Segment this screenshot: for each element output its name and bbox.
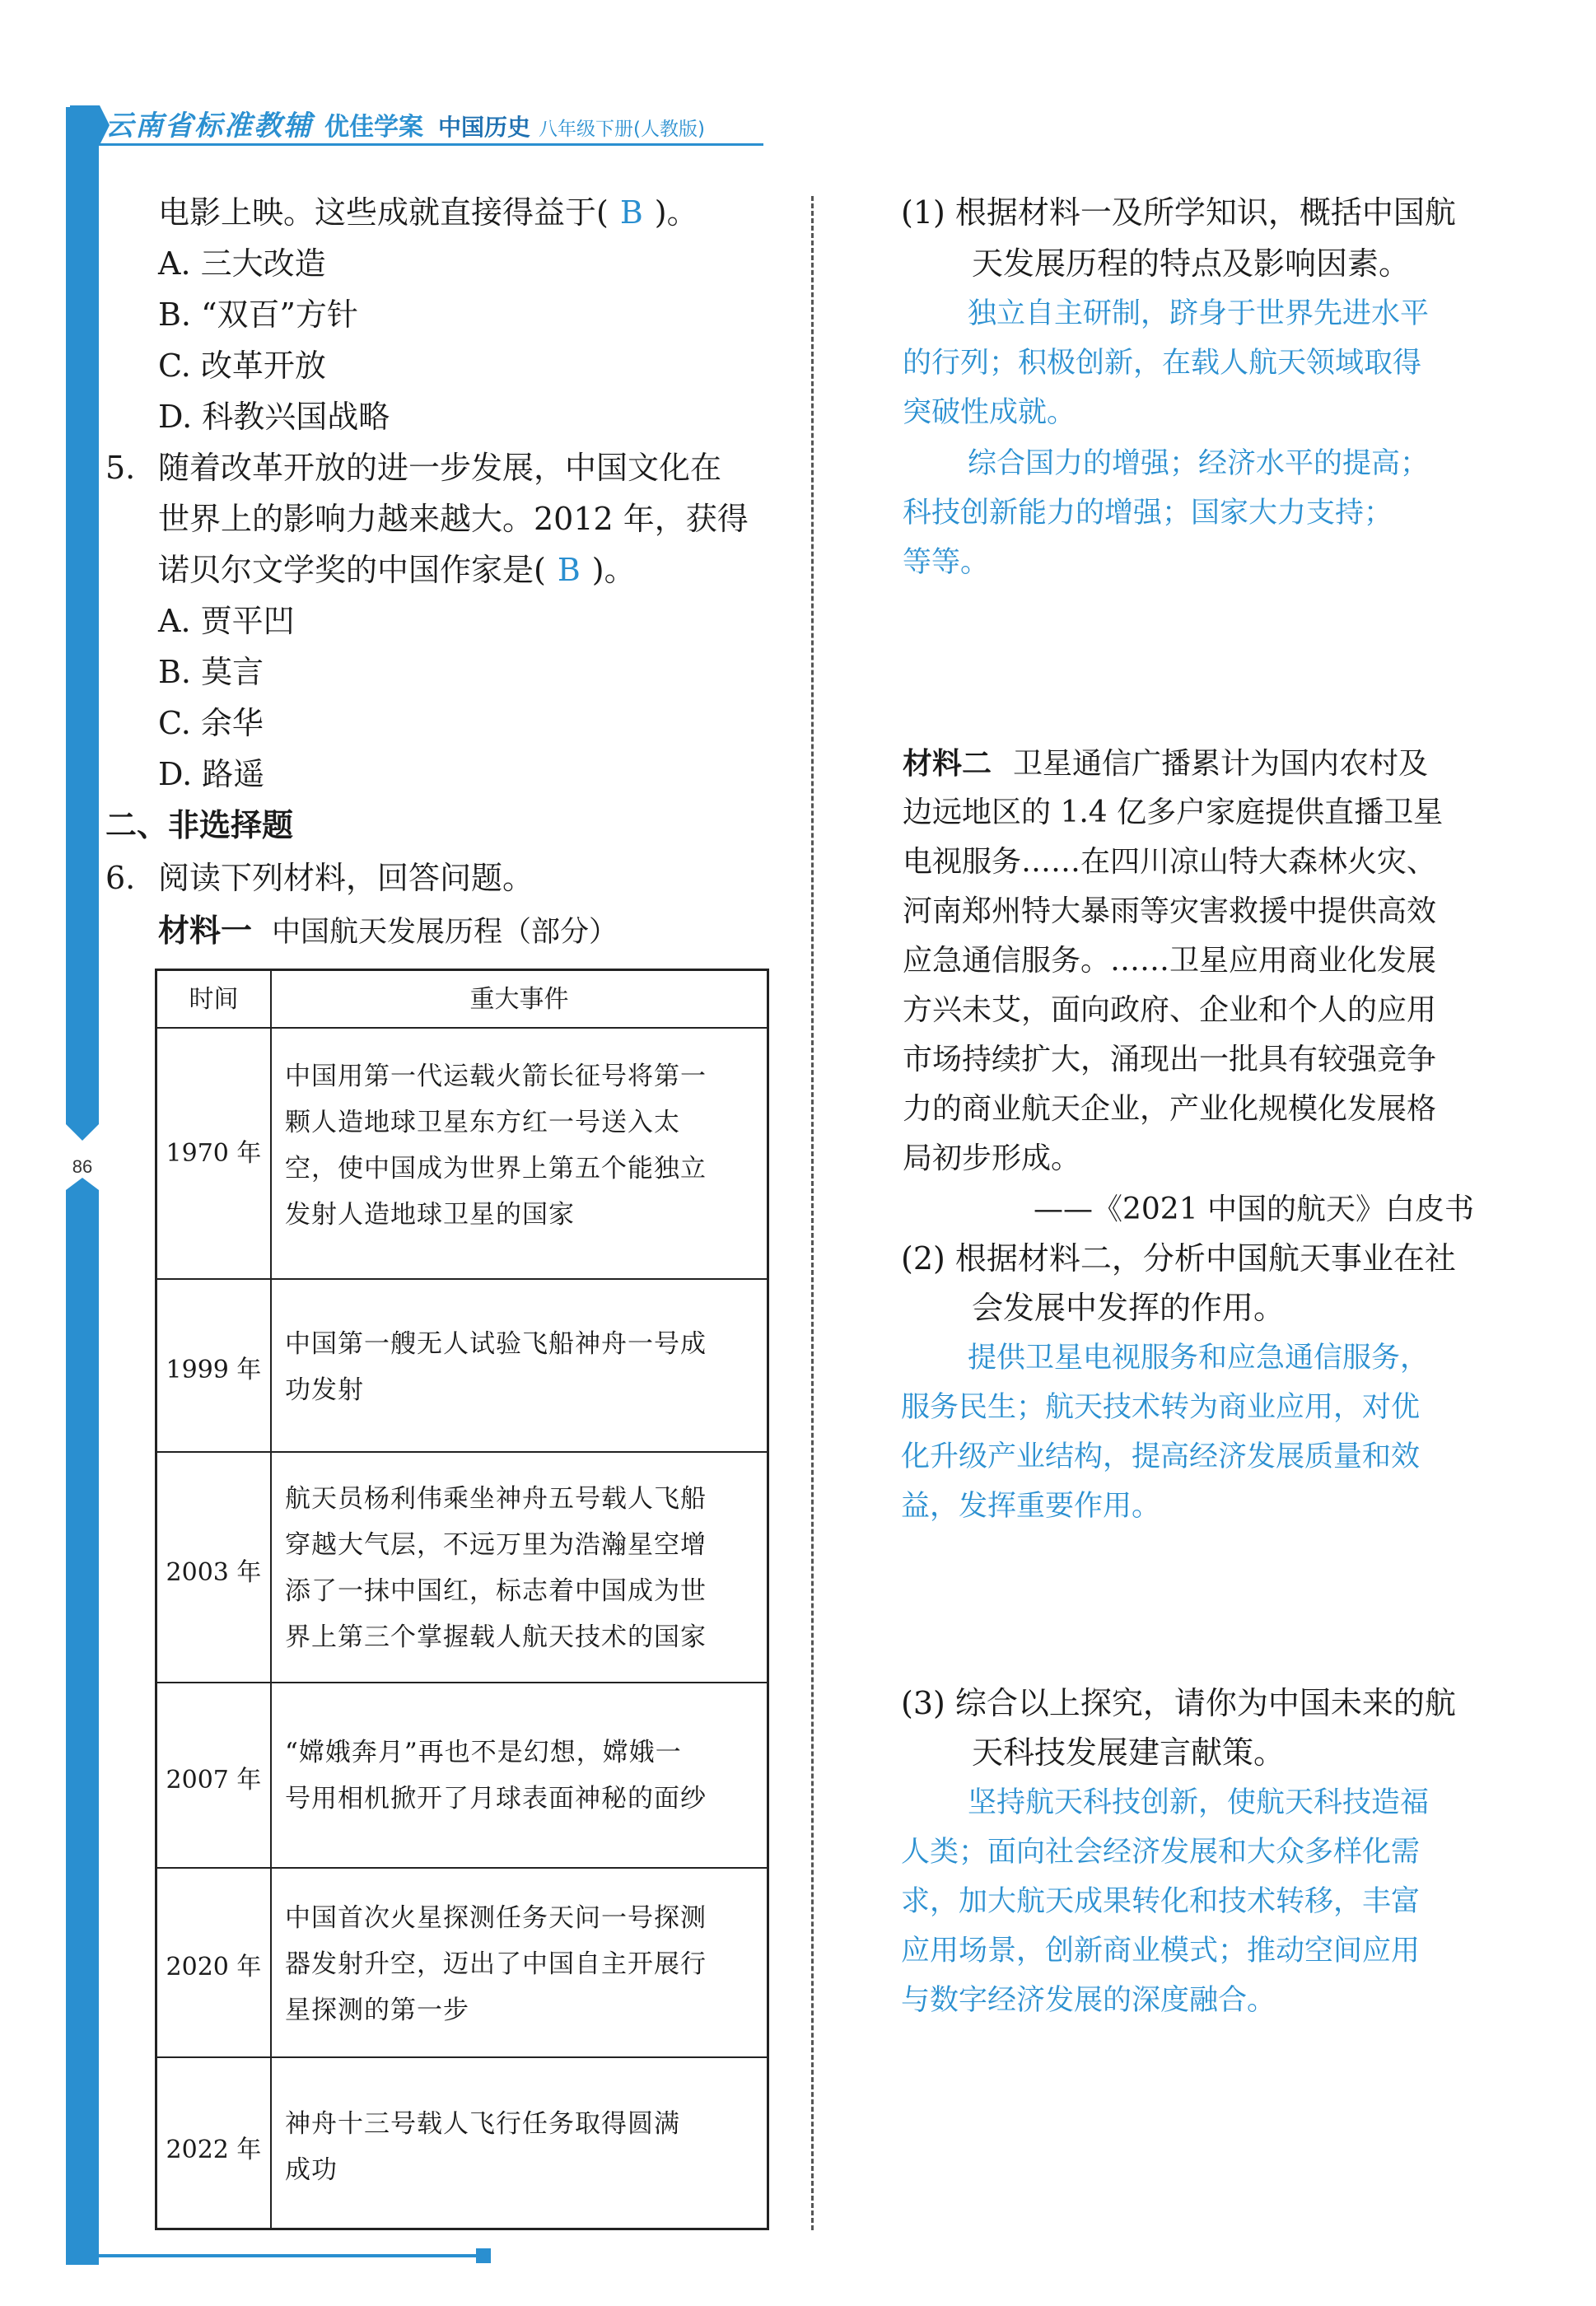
row-event-line: 星探测的第一步 xyxy=(285,1996,469,2025)
table-row xyxy=(157,1029,767,1280)
q3-answer-line: 与数字经济发展的深度融合。 xyxy=(901,1984,1276,2017)
q3-question-line-1: (3) 综合以上探究，请你为中国未来的航 xyxy=(901,1685,1456,1721)
row-event-line: 颗人造地球卫星东方红一号送入太 xyxy=(285,1108,680,1137)
header-brand: 云南省标准教辅 xyxy=(105,110,313,142)
material2-line: 河南郑州特大暴雨等灾害救援中提供高效 xyxy=(903,894,1437,928)
q1-answer-line: 突破性成就。 xyxy=(903,396,1076,429)
table-header-row xyxy=(157,971,767,1029)
column-divider xyxy=(811,196,814,2230)
q1-answer-line: 综合国力的增强；经济水平的提高； xyxy=(968,447,1430,480)
material2-source: ——《2021 中国的航天》白皮书 xyxy=(1034,1193,1475,1226)
q5-number: 5. xyxy=(105,450,136,486)
page-number: 86 xyxy=(72,1156,93,1177)
q3-answer-line: 坚持航天科技创新，使航天科技造福 xyxy=(968,1786,1430,1819)
q4-option-b: B. “双百”方针 xyxy=(158,296,358,333)
q5-option-b: B. 莫言 xyxy=(158,654,264,690)
row-year: 1999 年 xyxy=(166,1356,262,1384)
q1-answer-line: 科技创新能力的增强；国家大力支持； xyxy=(903,497,1393,530)
q5-answer: B xyxy=(557,552,581,588)
q5-option-a: A. 贾平凹 xyxy=(158,603,295,639)
material2-line: 局初步形成。 xyxy=(903,1141,1081,1175)
q3-answer-line: 人类；面向社会经济发展和大众多样化需 xyxy=(901,1836,1421,1869)
row-year: 2020 年 xyxy=(166,1953,262,1982)
q2-answer-line: 服务民生；航天技术转为商业应用，对优 xyxy=(901,1391,1421,1424)
q1-question-line-1: (1) 根据材料一及所学知识，概括中国航 xyxy=(901,194,1456,231)
material2-line: 市场持续扩大，涌现出一批具有较强竞争 xyxy=(903,1043,1437,1076)
q5-line-1: 随着改革开放的进一步发展，中国文化在 xyxy=(158,450,722,486)
row-event-line: 功发射 xyxy=(285,1375,364,1405)
row-year: 1970 年 xyxy=(166,1139,262,1168)
q5-line-3: 诺贝尔文学奖的中国作家是( B )。 xyxy=(158,552,636,588)
row-event-line: 穿越大气层，不远万里为浩瀚星空增 xyxy=(285,1530,707,1560)
q5-line-2: 世界上的影响力越来越大。2012 年，获得 xyxy=(158,501,749,537)
q6-number: 6. xyxy=(105,860,136,896)
table-row xyxy=(157,2058,767,2228)
section-2-title: 二、非选择题 xyxy=(105,806,294,843)
left-margin-bar xyxy=(66,107,99,2265)
table-header-event: 重大事件 xyxy=(469,985,569,1014)
q6-text: 阅读下列材料，回答问题。 xyxy=(158,860,534,896)
table-row xyxy=(157,1280,767,1453)
space-history-table xyxy=(155,969,769,2230)
q3-question-line-2: 天科技发展建言献策。 xyxy=(972,1734,1286,1771)
table-row xyxy=(157,1869,767,2058)
row-event-line: “嫦娥奔月”再也不是幻想，嫦娥一 xyxy=(285,1738,682,1767)
q2-answer-line: 提供卫星电视服务和应急通信服务， xyxy=(968,1342,1430,1375)
q5-option-c: C. 余华 xyxy=(158,705,264,741)
q2-question-line-2: 会发展中发挥的作用。 xyxy=(972,1290,1286,1326)
row-event-line: 号用相机掀开了月球表面神秘的面纱 xyxy=(285,1784,707,1814)
material2-line: 应急通信服务。……卫星应用商业化发展 xyxy=(903,944,1437,978)
q4-option-d: D. 科教兴国战略 xyxy=(158,399,390,435)
q3-answer-line: 应用场景，创新商业模式；推动空间应用 xyxy=(901,1935,1421,1968)
material2-line: 力的商业航天企业，产业化规模化发展格 xyxy=(903,1092,1437,1126)
table-row xyxy=(157,1683,767,1869)
q4-option-a: A. 三大改造 xyxy=(158,245,326,282)
row-year: 2022 年 xyxy=(166,2136,262,2164)
material2-label: 材料二 xyxy=(903,746,992,781)
table-row xyxy=(157,1453,767,1683)
q1-answer-line: 等等。 xyxy=(903,546,990,579)
q2-answer-line: 化升级产业结构，提高经济发展质量和效 xyxy=(901,1440,1421,1473)
q5-option-d: D. 路遥 xyxy=(158,756,265,792)
header-subtitle: 优佳学案 xyxy=(324,113,423,142)
q1-question-line-2: 天发展历程的特点及影响因素。 xyxy=(972,245,1411,282)
footer-line xyxy=(66,2254,482,2257)
header-subject: 中国历史 xyxy=(438,114,531,141)
q1-answer-line: 独立自主研制，跻身于世界先进水平 xyxy=(968,297,1430,330)
row-event-line: 器发射升空，迈出了中国自主开展行 xyxy=(285,1949,707,1979)
table-column-divider xyxy=(270,971,272,2228)
material2-line: 材料二 卫星通信广播累计为国内农村及 xyxy=(903,746,1429,781)
material2-line: 方兴未艾，面向政府、企业和个人的应用 xyxy=(903,993,1437,1027)
q4-stem-tail: 电影上映。这些成就直接得益于( B )。 xyxy=(158,194,698,231)
material1-title: 中国航天发展历程（部分） xyxy=(272,916,618,949)
row-event-line: 中国首次火星探测任务天问一号探测 xyxy=(285,1903,707,1933)
table-header-time: 时间 xyxy=(189,985,239,1014)
row-event-line: 中国用第一代运载火箭长征号将第一 xyxy=(285,1062,707,1091)
material1-heading xyxy=(158,909,618,954)
header-grade: 八年级下册(人教版) xyxy=(539,119,705,140)
row-event-line: 中国第一艘无人试验飞船神舟一号成 xyxy=(285,1329,707,1359)
row-event-line: 添了一抹中国红，标志着中国成为世 xyxy=(285,1576,707,1606)
row-event-line: 神舟十三号载人飞行任务取得圆满 xyxy=(285,2109,680,2139)
q2-answer-line: 益，发挥重要作用。 xyxy=(901,1490,1161,1523)
q4-answer: B xyxy=(619,194,643,231)
page-header xyxy=(105,108,705,144)
row-event-line: 成功 xyxy=(285,2155,338,2185)
q3-answer-line: 求，加大航天成果转化和技术转移，丰富 xyxy=(901,1885,1421,1918)
material2-line: 边远地区的 1.4 亿多户家庭提供直播卫星 xyxy=(903,796,1444,829)
row-year: 2003 年 xyxy=(166,1558,262,1587)
row-event-line: 界上第三个掌握载人航天技术的国家 xyxy=(285,1622,707,1652)
q1-answer-line: 的行列；积极创新，在载人航天领域取得 xyxy=(903,347,1422,380)
row-event-line: 发射人造地球卫星的国家 xyxy=(285,1200,575,1230)
q4-option-c: C. 改革开放 xyxy=(158,348,326,384)
row-event-line: 航天员杨利伟乘坐神舟五号载人飞船 xyxy=(285,1484,707,1514)
row-event-line: 空，使中国成为世界上第五个能独立 xyxy=(285,1154,707,1183)
material2-line: 电视服务……在四川凉山特大森林火灾、 xyxy=(903,845,1437,879)
material1-label: 材料一 xyxy=(158,912,253,949)
q2-question-line-1: (2) 根据材料二，分析中国航天事业在社 xyxy=(901,1240,1456,1277)
footer-square xyxy=(476,2248,491,2263)
row-year: 2007 年 xyxy=(166,1766,262,1795)
